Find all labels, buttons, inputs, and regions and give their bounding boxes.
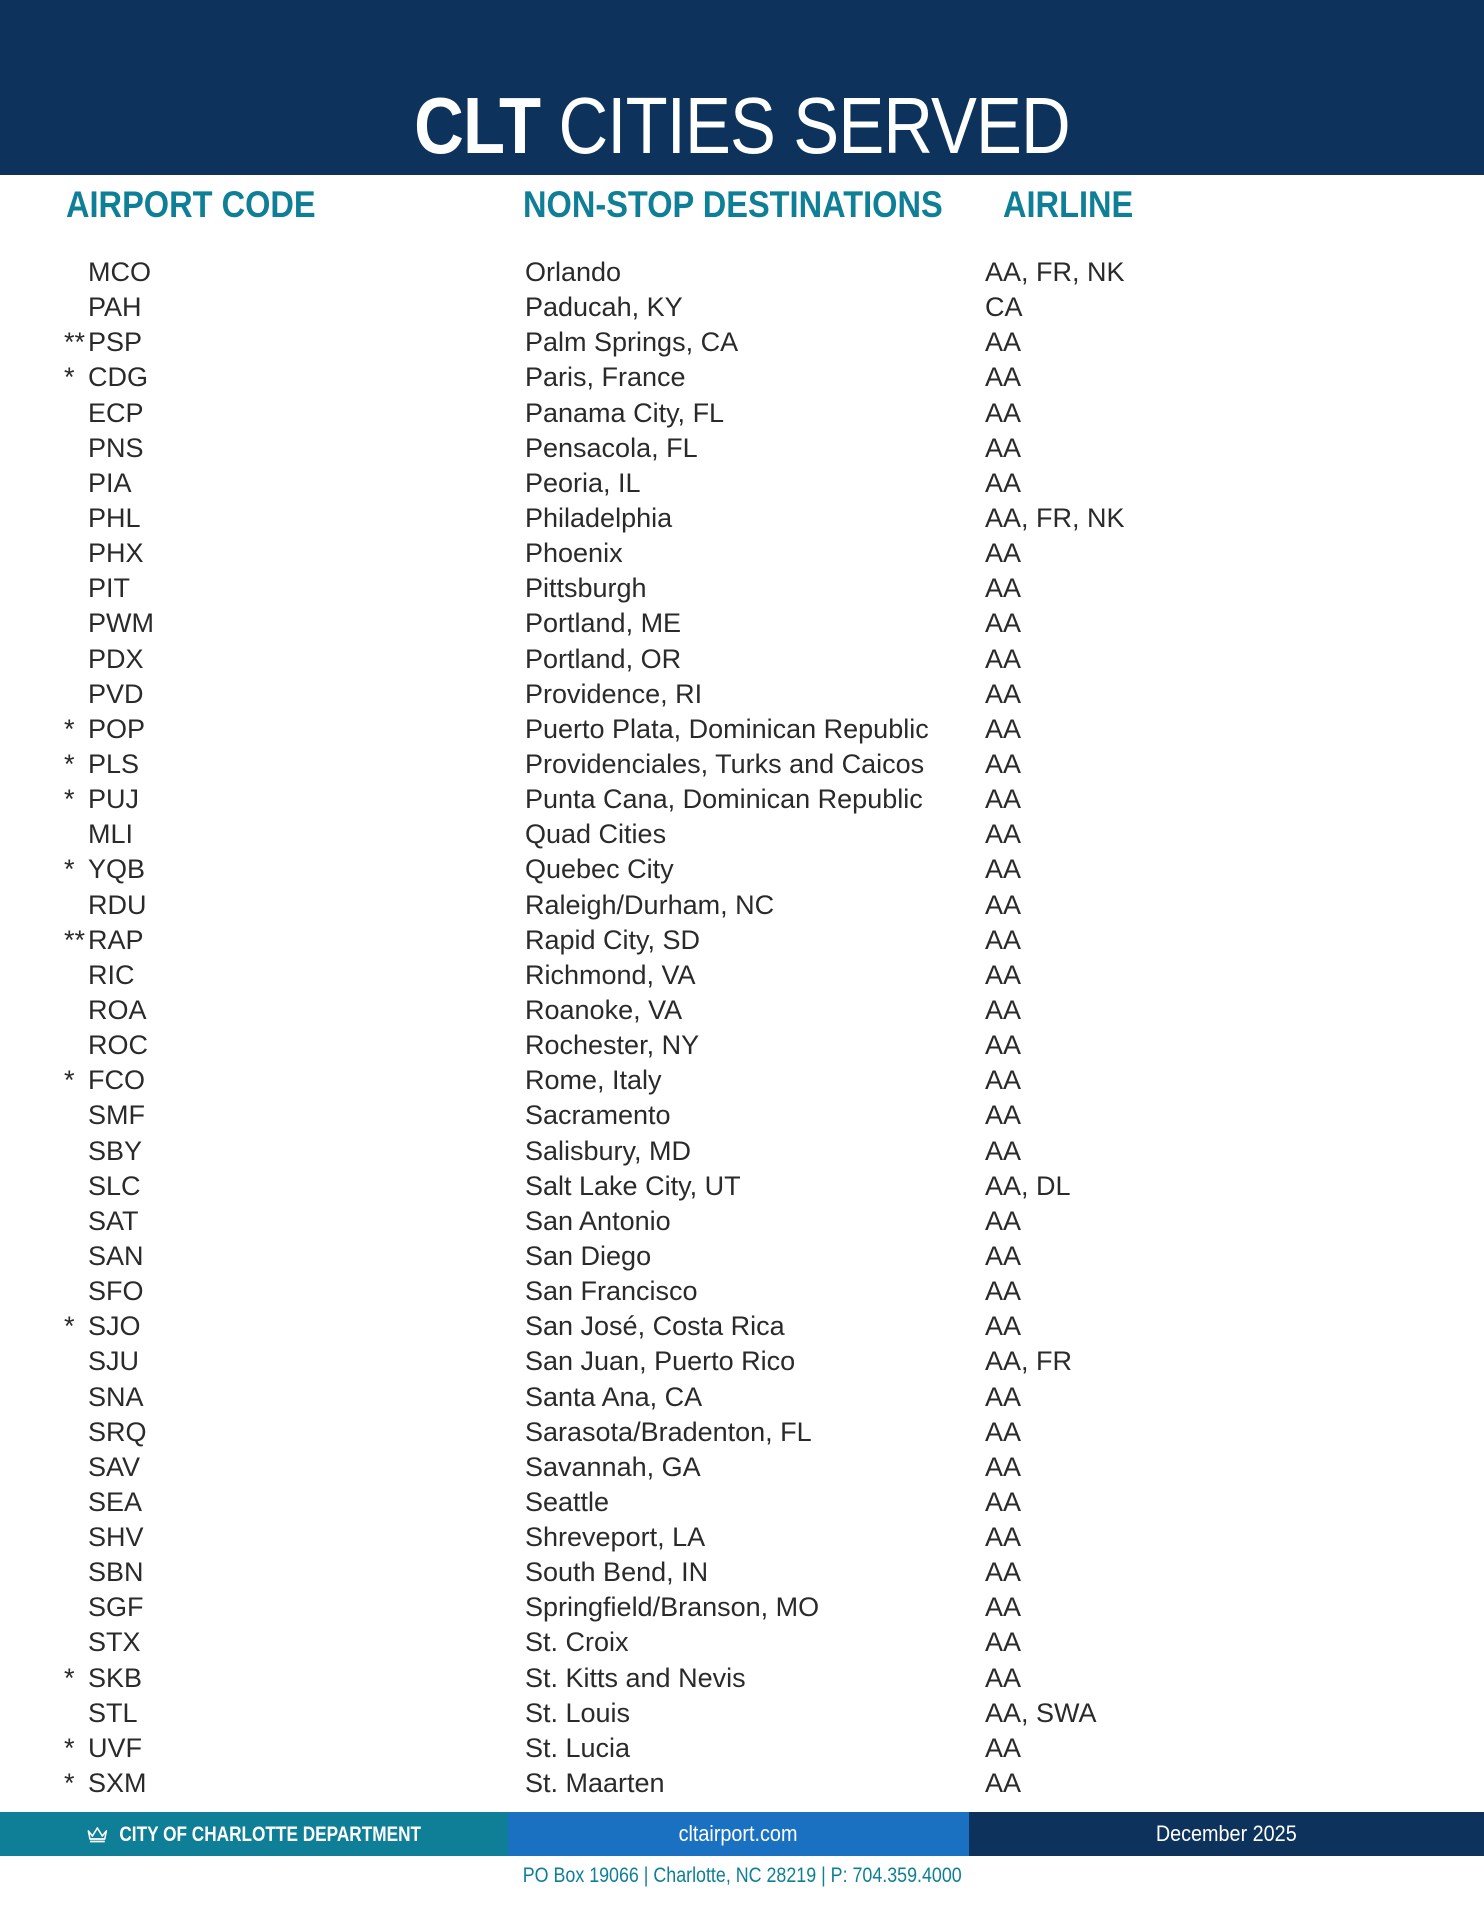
airport-code: MLI	[88, 819, 134, 850]
destination-name: St. Louis	[525, 1697, 631, 1728]
destination-name: Roanoke, VA	[525, 994, 683, 1025]
table-row	[0, 1450, 1484, 1485]
table-row	[0, 1344, 1484, 1379]
table-row	[0, 782, 1484, 817]
destinations-table	[0, 255, 1484, 1801]
airport-code: PWM	[88, 608, 154, 639]
table-row	[0, 1028, 1484, 1063]
airport-code: PIT	[88, 573, 131, 604]
airline-codes: AA	[985, 889, 1022, 920]
footnote-mark: *	[64, 713, 75, 744]
airport-code: SNA	[88, 1381, 144, 1412]
destination-name: Raleigh/Durham, NC	[525, 889, 775, 920]
destination-name: Portland, OR	[525, 643, 682, 674]
airline-codes: AA	[985, 748, 1022, 779]
airport-code: PHX	[88, 538, 144, 569]
table-row	[0, 747, 1484, 782]
column-header-code: AIRPORT CODE	[66, 184, 316, 225]
airport-code: RAP	[88, 924, 144, 955]
destination-name: Peoria, IL	[525, 467, 641, 498]
airline-codes: AA	[985, 784, 1022, 815]
airport-code: PDX	[88, 643, 144, 674]
destination-name: Sacramento	[525, 1100, 671, 1131]
airport-code: CDG	[88, 362, 148, 393]
table-row	[0, 290, 1484, 325]
destination-name: Shreveport, LA	[525, 1522, 706, 1553]
destination-name: Providence, RI	[525, 678, 703, 709]
destination-name: St. Kitts and Nevis	[525, 1662, 746, 1693]
airport-code: PVD	[88, 678, 144, 709]
airline-codes: AA	[985, 467, 1022, 498]
airline-codes: AA	[985, 1065, 1022, 1096]
airline-codes: AA	[985, 538, 1022, 569]
airline-codes: AA	[985, 327, 1022, 358]
footnote-mark: *	[64, 748, 75, 779]
destination-name: Philadelphia	[525, 502, 673, 533]
table-row	[0, 923, 1484, 958]
destination-name: San Francisco	[525, 1276, 698, 1307]
footnote-mark: *	[64, 1065, 75, 1096]
destination-name: Puerto Plata, Dominican Republic	[525, 713, 929, 744]
airport-code: SMF	[88, 1100, 145, 1131]
airport-code: PHL	[88, 502, 141, 533]
destination-name: St. Maarten	[525, 1768, 665, 1799]
destination-name: Rochester, NY	[525, 1030, 700, 1061]
table-row	[0, 888, 1484, 923]
footnote-mark: *	[64, 784, 75, 815]
footnote-mark: *	[64, 362, 75, 393]
destination-name: Sarasota/Bradenton, FL	[525, 1416, 812, 1447]
airline-codes: AA	[985, 1592, 1022, 1623]
website-link[interactable]: cltairport.com	[679, 1821, 798, 1846]
airport-code: SAT	[88, 1205, 139, 1236]
destination-name: Paris, France	[525, 362, 686, 393]
airport-code: SKB	[88, 1662, 143, 1693]
destination-name: Pittsburgh	[525, 573, 647, 604]
table-row	[0, 993, 1484, 1028]
airport-code: SBY	[88, 1135, 143, 1166]
airport-code: POP	[88, 713, 146, 744]
table-row	[0, 255, 1484, 290]
airport-code: PUJ	[88, 784, 140, 815]
airline-codes: AA	[985, 1662, 1022, 1693]
destination-name: San Antonio	[525, 1205, 671, 1236]
airport-code: SGF	[88, 1592, 144, 1623]
destination-name: St. Lucia	[525, 1732, 631, 1763]
title-bold: CLT	[414, 81, 541, 170]
column-header-airline: AIRLINE	[1003, 184, 1134, 225]
airport-code: ECP	[88, 397, 144, 428]
destination-name: Palm Springs, CA	[525, 327, 739, 358]
page-header	[0, 0, 1484, 175]
airport-code: SAV	[88, 1451, 141, 1482]
table-row	[0, 1380, 1484, 1415]
airline-codes: AA	[985, 1030, 1022, 1061]
airline-codes: CA	[985, 292, 1023, 323]
page-title	[104, 81, 1380, 170]
destination-name: San Juan, Puerto Rico	[525, 1346, 796, 1377]
date-label: December 2025	[1156, 1821, 1297, 1846]
airline-codes: AA	[985, 573, 1022, 604]
table-row	[0, 958, 1484, 993]
table-row	[0, 1204, 1484, 1239]
airport-code: SJO	[88, 1311, 141, 1342]
footnote-mark: **	[64, 327, 86, 358]
airline-codes: AA, FR, NK	[985, 502, 1125, 533]
airport-code: RDU	[88, 889, 147, 920]
footer-date	[969, 1812, 1484, 1856]
destination-name: Portland, ME	[525, 608, 682, 639]
address-text: PO Box 19066 | Charlotte, NC 28219 | P: 704.359.4000	[522, 1864, 962, 1887]
airline-codes: AA	[985, 854, 1022, 885]
destination-name: St. Croix	[525, 1627, 629, 1658]
airline-codes: AA	[985, 819, 1022, 850]
table-row	[0, 1415, 1484, 1450]
table-row	[0, 1239, 1484, 1274]
airline-codes: AA	[985, 1381, 1022, 1412]
table-row	[0, 1661, 1484, 1696]
airport-code: PIA	[88, 467, 132, 498]
airline-codes: AA	[985, 1732, 1022, 1763]
airline-codes: AA	[985, 1486, 1022, 1517]
airline-codes: AA, SWA	[985, 1697, 1097, 1728]
table-row	[0, 1309, 1484, 1344]
airport-code: PSP	[88, 327, 143, 358]
airline-codes: AA	[985, 1205, 1022, 1236]
crown-icon	[87, 1825, 108, 1843]
airport-code: RIC	[88, 959, 135, 990]
table-row	[0, 1098, 1484, 1133]
footnote-mark: *	[64, 1662, 75, 1693]
table-row	[0, 642, 1484, 677]
table-row	[0, 852, 1484, 887]
table-row	[0, 1274, 1484, 1309]
destination-name: Quebec City	[525, 854, 674, 885]
airline-codes: AA, DL	[985, 1170, 1071, 1201]
footnote-mark: *	[64, 854, 75, 885]
destination-name: Panama City, FL	[525, 397, 725, 428]
table-row	[0, 501, 1484, 536]
table-row	[0, 1696, 1484, 1731]
airport-code: UVF	[88, 1732, 142, 1763]
table-row	[0, 536, 1484, 571]
table-row	[0, 1590, 1484, 1625]
footer-address	[0, 1861, 1484, 1891]
table-row	[0, 1063, 1484, 1098]
airport-code: YQB	[88, 854, 146, 885]
airport-code: ROC	[88, 1030, 148, 1061]
destination-name: Pensacola, FL	[525, 432, 698, 463]
airline-codes: AA	[985, 1557, 1022, 1588]
column-header-destinations: NON-STOP DESTINATIONS	[523, 184, 943, 225]
airline-codes: AA	[985, 1627, 1022, 1658]
airline-codes: AA	[985, 1240, 1022, 1271]
airport-code: SFO	[88, 1276, 144, 1307]
airline-codes: AA	[985, 1416, 1022, 1447]
airline-codes: AA	[985, 1768, 1022, 1799]
airline-codes: AA	[985, 713, 1022, 744]
destination-name: Providenciales, Turks and Caicos	[525, 748, 925, 779]
footnote-mark: *	[64, 1768, 75, 1799]
table-row	[0, 1625, 1484, 1660]
table-row	[0, 1766, 1484, 1801]
table-row	[0, 396, 1484, 431]
airline-codes: AA	[985, 1311, 1022, 1342]
airport-code: PNS	[88, 432, 144, 463]
airport-code: FCO	[88, 1065, 145, 1096]
airport-code: ROA	[88, 994, 147, 1025]
airport-code: MCO	[88, 257, 151, 287]
table-row	[0, 571, 1484, 606]
destination-name: Quad Cities	[525, 819, 667, 850]
airline-codes: AA	[985, 608, 1022, 639]
airline-codes: AA	[985, 643, 1022, 674]
table-row	[0, 325, 1484, 360]
airport-code: SEA	[88, 1486, 143, 1517]
table-row	[0, 606, 1484, 641]
airport-code: SXM	[88, 1768, 147, 1799]
destination-name: Paducah, KY	[525, 292, 683, 323]
airline-codes: AA	[985, 678, 1022, 709]
airport-code: PAH	[88, 292, 142, 323]
airport-code: SBN	[88, 1557, 144, 1588]
footnote-mark: *	[64, 1732, 75, 1763]
airport-code: SAN	[88, 1240, 144, 1271]
table-row	[0, 817, 1484, 852]
airline-codes: AA	[985, 362, 1022, 393]
airline-codes: AA	[985, 397, 1022, 428]
destination-name: Springfield/Branson, MO	[525, 1592, 820, 1623]
title-rest: CITIES SERVED	[558, 81, 1070, 170]
table-row	[0, 431, 1484, 466]
destination-name: Rome, Italy	[525, 1065, 662, 1096]
airline-codes: AA	[985, 924, 1022, 955]
table-row	[0, 1485, 1484, 1520]
airport-code: SLC	[88, 1170, 141, 1201]
destination-name: Savannah, GA	[525, 1451, 701, 1482]
footnote-mark: **	[64, 924, 86, 955]
airport-code: SRQ	[88, 1416, 147, 1447]
table-row	[0, 1134, 1484, 1169]
airport-code: PLS	[88, 748, 140, 779]
table-row	[0, 466, 1484, 501]
destination-name: Salt Lake City, UT	[525, 1170, 741, 1201]
destination-name: San Diego	[525, 1240, 652, 1271]
footer-bar	[0, 1812, 1484, 1856]
airline-codes: AA	[985, 1100, 1022, 1131]
destination-name: Salisbury, MD	[525, 1135, 692, 1166]
airline-codes: AA	[985, 1276, 1022, 1307]
destination-name: Punta Cana, Dominican Republic	[525, 784, 923, 815]
table-row	[0, 360, 1484, 395]
airport-code: SJU	[88, 1346, 140, 1377]
table-row	[0, 1520, 1484, 1555]
destination-name: San José, Costa Rica	[525, 1311, 785, 1342]
airline-codes: AA, FR	[985, 1346, 1073, 1377]
airport-code: SHV	[88, 1522, 144, 1553]
airport-code: STL	[88, 1697, 138, 1728]
table-row	[0, 1169, 1484, 1204]
airline-codes: AA	[985, 994, 1022, 1025]
footer-website[interactable]	[508, 1812, 969, 1856]
destination-name: South Bend, IN	[525, 1557, 709, 1588]
airline-codes: AA	[985, 1135, 1022, 1166]
destination-name: Seattle	[525, 1486, 610, 1517]
airport-code: STX	[88, 1627, 141, 1658]
department-label: CITY OF CHARLOTTE DEPARTMENT	[119, 1823, 422, 1846]
airline-codes: AA	[985, 432, 1022, 463]
destination-name: Richmond, VA	[525, 959, 696, 990]
airline-codes: AA	[985, 1522, 1022, 1553]
table-row	[0, 712, 1484, 747]
destination-name: Orlando	[525, 257, 622, 287]
airline-codes: AA, FR, NK	[985, 257, 1125, 287]
table-row	[0, 1555, 1484, 1590]
footnote-mark: *	[64, 1311, 75, 1342]
table-row	[0, 677, 1484, 712]
destination-name: Santa Ana, CA	[525, 1381, 703, 1412]
table-row	[0, 1731, 1484, 1766]
airline-codes: AA	[985, 959, 1022, 990]
footer-department	[0, 1812, 508, 1856]
airline-codes: AA	[985, 1451, 1022, 1482]
destination-name: Phoenix	[525, 538, 623, 569]
destination-name: Rapid City, SD	[525, 924, 701, 955]
